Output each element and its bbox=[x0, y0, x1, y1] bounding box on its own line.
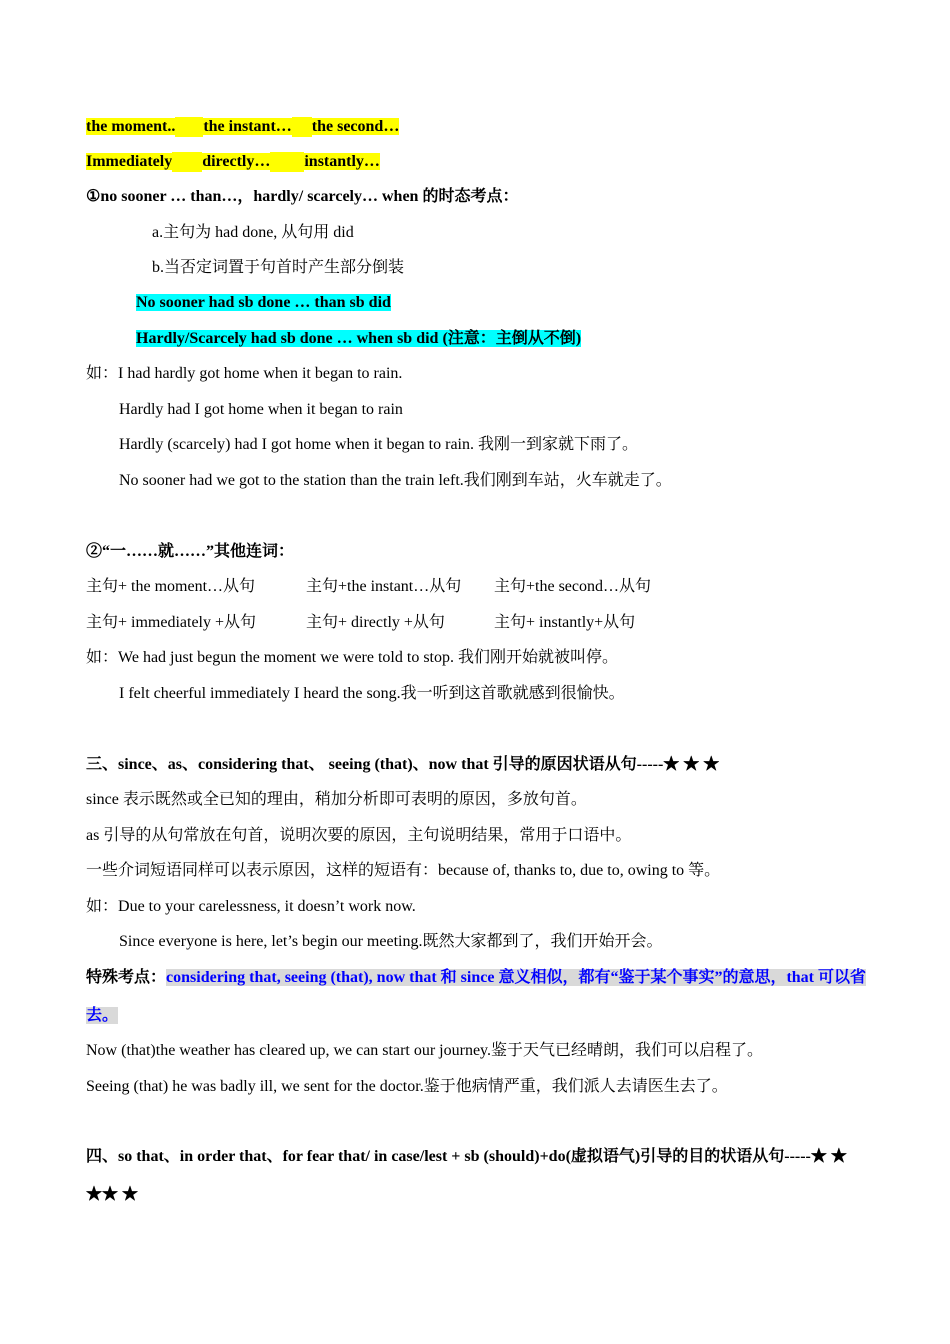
conj-the-moment: 主句+ the moment…从句 bbox=[86, 578, 256, 595]
prep-phrase-explanation: 一些介词短语同样可以表示原因，这样的短语有：because of, thanks to, due to, owing to 等。 bbox=[86, 862, 721, 879]
example-label: 如： bbox=[86, 365, 119, 382]
phrase-the-moment: the moment.. bbox=[86, 118, 176, 135]
as-explanation: as 引导的从句常放在句首，说明次要的原因，主句说明结果，常用于口语中。 bbox=[86, 827, 632, 844]
other-conj-heading: ②“一……就……”其他连词： bbox=[86, 543, 295, 560]
section-four-heading: 四、so that、in order that、for fear that/ in case/lest + sb (should)+do(虚拟语气)引导的目的状语从句-----★ ★ ★★ ★ bbox=[86, 1148, 847, 1203]
phrase-the-instant: the instant… bbox=[203, 118, 292, 135]
since-explanation: since 表示既然或全已知的理由，稍加分析即可表明的原因，多放句首。 bbox=[86, 791, 587, 808]
special-text: considering that, seeing (that), now that 和 since 意义相似，都有“鉴于某个事实”的意思，that 可以省去。 bbox=[86, 969, 867, 1024]
conj-instantly: 主句+ instantly+从句 bbox=[494, 614, 636, 631]
highlight-row-1 bbox=[86, 117, 399, 137]
other-example-1 bbox=[86, 648, 618, 668]
tense-example-2: Hardly had I got home when it began to rain bbox=[119, 401, 403, 418]
example-label: 如： bbox=[86, 649, 119, 666]
conj-row-1 bbox=[86, 577, 786, 597]
pattern-no-sooner-text: No sooner had sb done … than sb did bbox=[136, 294, 391, 311]
phrase-the-second: the second… bbox=[311, 118, 400, 135]
tense-example-1 bbox=[86, 364, 402, 384]
reason-example-3: Now (that)the weather has cleared up, we can start our journey.鉴于天气已经晴朗，我们可以启程了。 bbox=[86, 1042, 764, 1059]
phrase-immediately: Immediately bbox=[86, 153, 173, 170]
tense-example-4: No sooner had we got to the station than the train left.我们刚到车站，火车就走了。 bbox=[119, 472, 672, 489]
rule-b: b.当否定词置于句首时产生部分倒装 bbox=[152, 259, 405, 276]
reason-example-4: Seeing (that) he was badly ill, we sent for the doctor.鉴于他病情严重，我们派人去请医生去了。 bbox=[86, 1078, 728, 1095]
conj-the-instant: 主句+the instant…从句 bbox=[306, 578, 462, 595]
phrase-directly: directly… bbox=[202, 153, 271, 170]
phrase-instantly: instantly… bbox=[304, 153, 380, 170]
tense-heading: ①no sooner … than…，hardly/ scarcely… when 的时态考点： bbox=[86, 188, 519, 205]
pattern-hardly-text: Hardly/Scarcely had sb done … when sb did (注意：主倒从不倒) bbox=[136, 330, 582, 347]
conj-immediately: 主句+ immediately +从句 bbox=[86, 614, 257, 631]
example-text: I had hardly got home when it began to rain. bbox=[118, 365, 403, 382]
conj-row-2 bbox=[86, 613, 786, 633]
conj-the-second: 主句+the second…从句 bbox=[494, 578, 652, 595]
rule-a: a.主句为 had done, 从句用 did bbox=[152, 224, 354, 241]
example-label: 如： bbox=[86, 898, 119, 915]
reason-example-2: Since everyone is here, let’s begin our meeting.既然大家都到了，我们开始开会。 bbox=[119, 933, 663, 950]
example-text: Due to your carelessness, it doesn’t work now. bbox=[118, 898, 416, 915]
pattern-hardly bbox=[136, 329, 581, 349]
tense-example-3: Hardly (scarcely) had I got home when it began to rain. 我刚一到家就下雨了。 bbox=[119, 436, 638, 453]
conj-directly: 主句+ directly +从句 bbox=[306, 614, 445, 631]
pattern-no-sooner bbox=[136, 293, 391, 313]
reason-example-1 bbox=[86, 897, 416, 917]
example-text: We had just begun the moment we were told to stop. 我们刚开始就被叫停。 bbox=[118, 649, 618, 666]
special-label: 特殊考点： bbox=[86, 969, 167, 986]
highlight-row-2 bbox=[86, 152, 380, 172]
other-example-2: I felt cheerful immediately I heard the song.我一听到这首歌就感到很愉快。 bbox=[119, 685, 625, 702]
special-note bbox=[86, 959, 866, 1035]
section-three-heading: 三、since、as、considering that、 seeing (that)、now that 引导的原因状语从句-----★ ★ ★ bbox=[86, 756, 720, 773]
